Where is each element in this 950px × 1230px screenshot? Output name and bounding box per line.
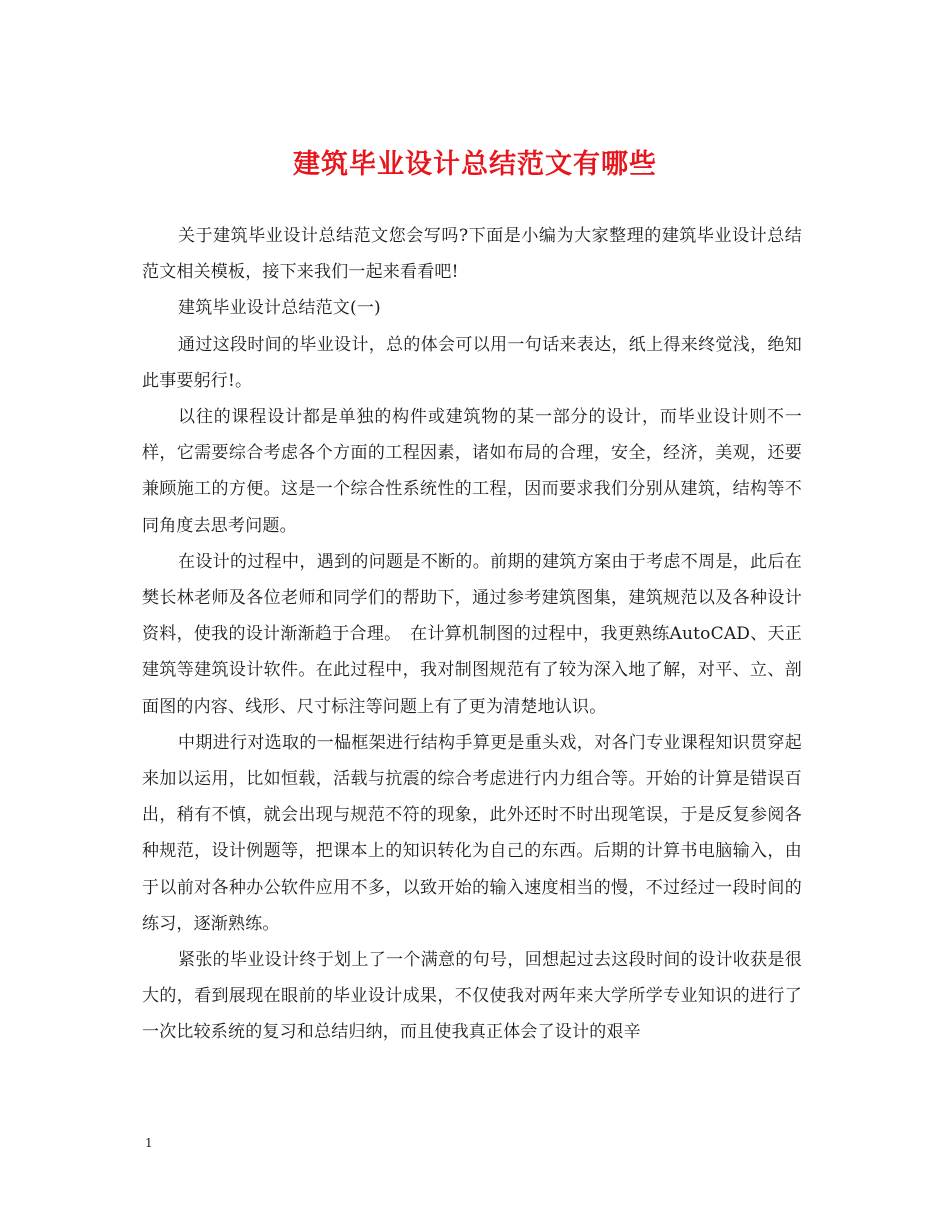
document-body	[142, 218, 802, 1051]
paragraph-intro: 关于建筑毕业设计总结范文您会写吗?下面是小编为大家整理的建筑毕业设计总结范文相关模板，接下来我们一起来看看吧!	[142, 226, 802, 283]
paragraph: 紧张的毕业设计终于划上了一个满意的句号，回想起过去这段时间的设计收获是很大的，看到展现在眼前的毕业设计成果，不仅使我对两年来大学所学专业知识的进行了一次比较系统的复习和总结归纳，而且使我真正体会了设计的艰辛	[142, 950, 802, 1043]
paragraph-section-heading: 建筑毕业设计总结范文(一)	[178, 298, 381, 319]
paragraph: 在设计的过程中，遇到的问题是不断的。前期的建筑方案由于考虑不周是，此后在樊长林老师及各位老师和同学们的帮助下，通过参考建筑图集，建筑规范以及各种设计资料，使我的设计渐渐趋于合理。 在计算机制图的过程中，我更熟练AutoCAD、天正建筑等建筑设计软件。在此过程中，我对制图规范有了较为深入地了解，对平、立、剖面图的内容、线形、尺寸标注等问题上有了更为清楚地认识。	[142, 551, 802, 717]
paragraph: 中期进行对选取的一榀框架进行结构手算更是重头戏，对各门专业课程知识贯穿起来加以运用，比如恒载，活载与抗震的综合考虑进行内力组合等。开始的计算是错误百出，稍有不慎，就会出现与规范不符的现象，此外还时不时出现笔误，于是反复参阅各种规范，设计例题等，把课本上的知识转化为自己的东西。后期的计算书电脑输入，由于以前对各种办公软件应用不多，以致开始的输入速度相当的慢，不过经过一段时间的练习，逐渐熟练。	[142, 732, 802, 934]
paragraph: 通过这段时间的毕业设计，总的体会可以用一句话来表达，纸上得来终觉浅，绝知此事要躬行!。	[142, 334, 802, 391]
document-title: 建筑毕业设计总结范文有哪些	[293, 149, 657, 180]
paragraph: 以往的课程设计都是单独的构件或建筑物的某一部分的设计，而毕业设计则不一样，它需要综合考虑各个方面的工程因素，诸如布局的合理，安全，经济，美观，还要兼顾施工的方便。这是一个综合性系统性的工程，因而要求我们分别从建筑，结构等不同角度去思考问题。	[142, 407, 802, 536]
page-number: 1	[145, 1136, 153, 1150]
